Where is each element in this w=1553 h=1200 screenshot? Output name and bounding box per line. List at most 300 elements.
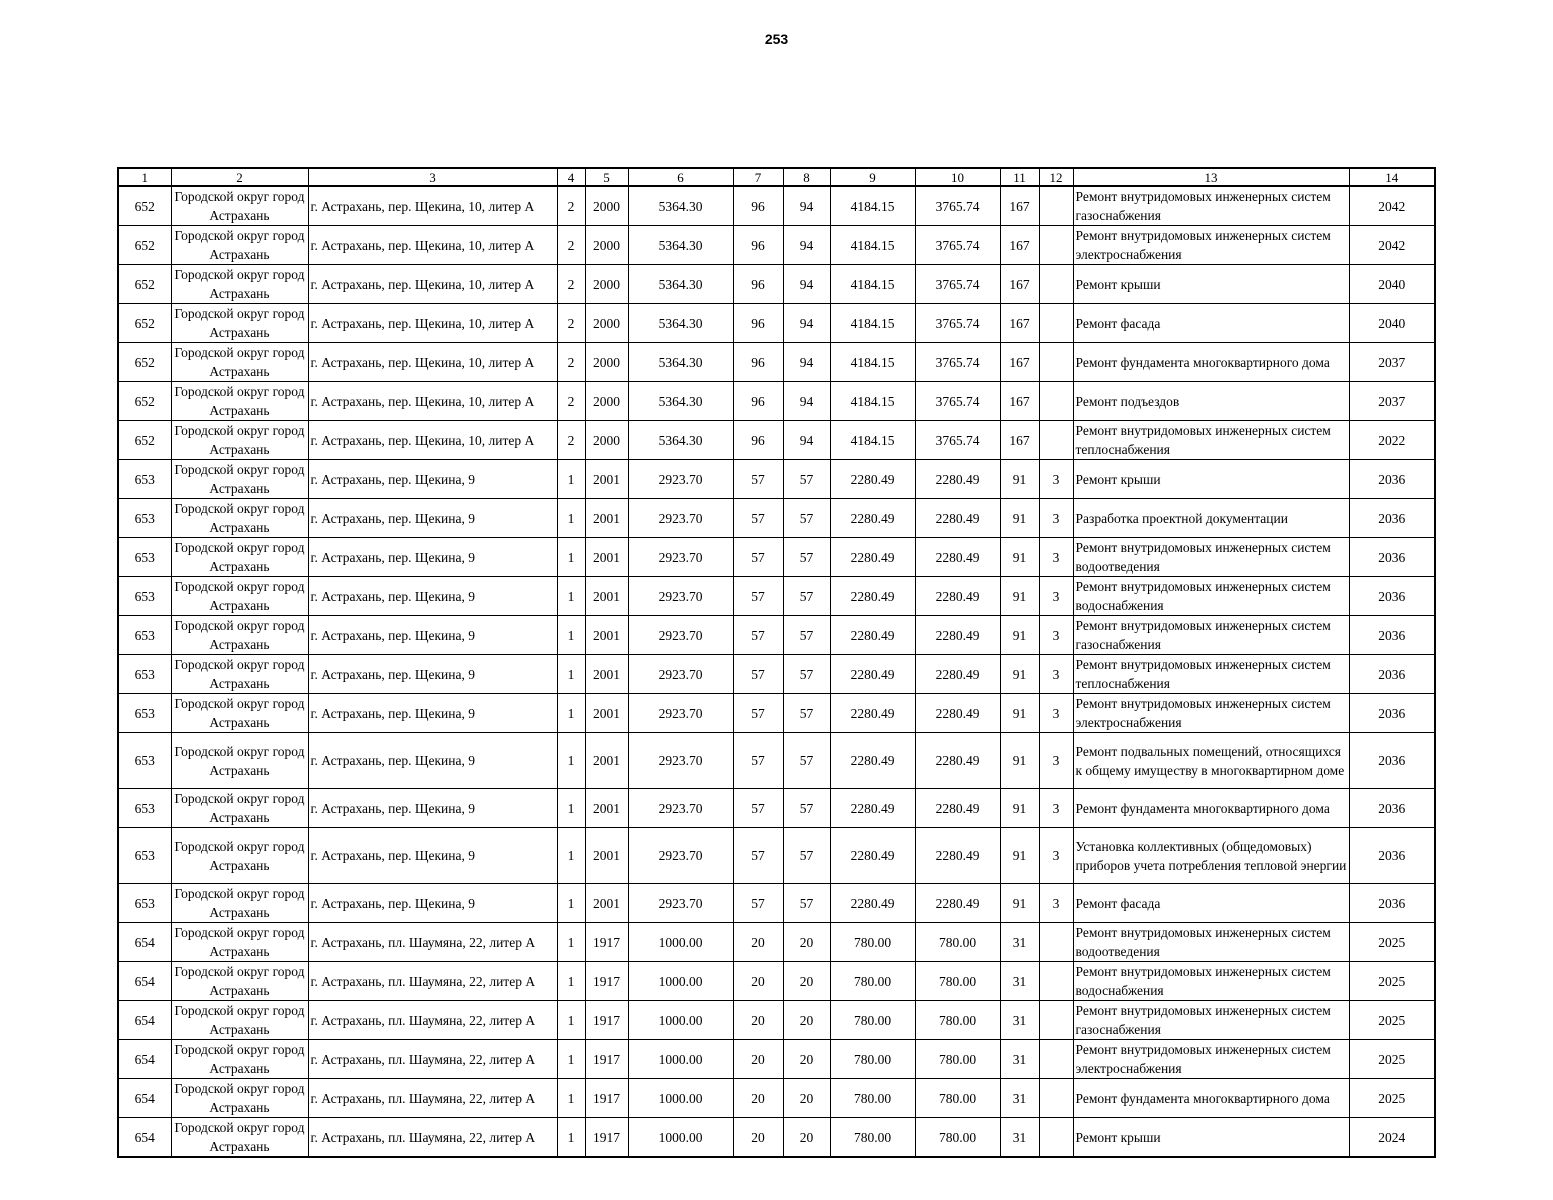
cell-year-built: 2001 — [585, 460, 628, 499]
cell-total-area: 1000.00 — [628, 1040, 733, 1079]
table-row — [118, 1001, 1435, 1040]
cell-floors: 1 — [557, 499, 585, 538]
cell-row-number: 654 — [118, 1001, 171, 1040]
cell-col-8-value: 57 — [783, 789, 830, 828]
cell-col-7-value: 57 — [733, 828, 783, 884]
cell-col-12-value — [1039, 186, 1073, 226]
cell-col-8-value: 57 — [783, 577, 830, 616]
cell-row-number: 652 — [118, 265, 171, 304]
cell-row-number: 653 — [118, 538, 171, 577]
cell-row-number: 653 — [118, 577, 171, 616]
cell-work-type: Ремонт внутридомовых инженерных систем электроснабжения — [1073, 694, 1349, 733]
cell-col-10-value: 780.00 — [915, 962, 1000, 1001]
cell-work-type: Ремонт внутридомовых инженерных систем водоотведения — [1073, 923, 1349, 962]
table-row — [118, 460, 1435, 499]
column-header-4: 4 — [557, 168, 585, 186]
cell-municipality: Городской округ город Астрахань — [171, 733, 308, 789]
column-header-5: 5 — [585, 168, 628, 186]
column-header-10: 10 — [915, 168, 1000, 186]
cell-year-built: 2001 — [585, 538, 628, 577]
table-row — [118, 616, 1435, 655]
column-header-12: 12 — [1039, 168, 1073, 186]
table-row — [118, 265, 1435, 304]
cell-col-9-value: 2280.49 — [830, 655, 915, 694]
cell-col-7-value: 96 — [733, 265, 783, 304]
cell-year-built: 1917 — [585, 1040, 628, 1079]
cell-col-8-value: 94 — [783, 304, 830, 343]
cell-col-7-value: 57 — [733, 694, 783, 733]
table-header — [118, 168, 1435, 186]
cell-col-12-value: 3 — [1039, 789, 1073, 828]
cell-col-10-value: 780.00 — [915, 1001, 1000, 1040]
cell-work-type: Ремонт внутридомовых инженерных систем водоотведения — [1073, 538, 1349, 577]
cell-floors: 1 — [557, 1040, 585, 1079]
cell-planned-year: 2024 — [1349, 1118, 1435, 1158]
table-row — [118, 577, 1435, 616]
cell-col-8-value: 94 — [783, 226, 830, 265]
cell-floors: 1 — [557, 828, 585, 884]
cell-residents: 91 — [1000, 655, 1039, 694]
cell-planned-year: 2037 — [1349, 343, 1435, 382]
cell-col-8-value: 20 — [783, 1001, 830, 1040]
cell-col-9-value: 2280.49 — [830, 538, 915, 577]
cell-floors: 1 — [557, 616, 585, 655]
cell-col-12-value: 3 — [1039, 694, 1073, 733]
cell-residents: 91 — [1000, 733, 1039, 789]
cell-row-number: 653 — [118, 655, 171, 694]
cell-col-12-value: 3 — [1039, 655, 1073, 694]
cell-year-built: 2001 — [585, 499, 628, 538]
cell-col-12-value — [1039, 1001, 1073, 1040]
header-row — [118, 168, 1435, 186]
cell-floors: 1 — [557, 1118, 585, 1158]
cell-floors: 1 — [557, 884, 585, 923]
table-row — [118, 884, 1435, 923]
cell-col-12-value: 3 — [1039, 460, 1073, 499]
cell-floors: 1 — [557, 538, 585, 577]
cell-floors: 2 — [557, 265, 585, 304]
cell-year-built: 2000 — [585, 304, 628, 343]
column-header-14: 14 — [1349, 168, 1435, 186]
table-row — [118, 304, 1435, 343]
cell-col-9-value: 780.00 — [830, 1079, 915, 1118]
table-row — [118, 499, 1435, 538]
cell-col-12-value — [1039, 1040, 1073, 1079]
cell-work-type: Ремонт внутридомовых инженерных систем водоснабжения — [1073, 577, 1349, 616]
cell-residents: 91 — [1000, 538, 1039, 577]
cell-col-10-value: 780.00 — [915, 1079, 1000, 1118]
cell-year-built: 2001 — [585, 616, 628, 655]
cell-municipality: Городской округ город Астрахань — [171, 304, 308, 343]
cell-total-area: 2923.70 — [628, 616, 733, 655]
cell-row-number: 653 — [118, 499, 171, 538]
cell-col-9-value: 4184.15 — [830, 265, 915, 304]
cell-work-type: Ремонт внутридомовых инженерных систем электроснабжения — [1073, 1040, 1349, 1079]
cell-total-area: 5364.30 — [628, 304, 733, 343]
cell-floors: 1 — [557, 460, 585, 499]
cell-work-type: Ремонт крыши — [1073, 265, 1349, 304]
cell-floors: 2 — [557, 421, 585, 460]
cell-address: г. Астрахань, пер. Щекина, 9 — [308, 538, 557, 577]
cell-row-number: 654 — [118, 1040, 171, 1079]
column-header-3: 3 — [308, 168, 557, 186]
cell-row-number: 652 — [118, 421, 171, 460]
cell-address: г. Астрахань, пер. Щекина, 9 — [308, 884, 557, 923]
cell-col-7-value: 96 — [733, 382, 783, 421]
cell-municipality: Городской округ город Астрахань — [171, 343, 308, 382]
cell-residents: 167 — [1000, 421, 1039, 460]
cell-col-12-value: 3 — [1039, 828, 1073, 884]
cell-address: г. Астрахань, пер. Щекина, 10, литер А — [308, 343, 557, 382]
cell-col-8-value: 94 — [783, 421, 830, 460]
cell-work-type: Ремонт фундамента многоквартирного дома — [1073, 343, 1349, 382]
cell-col-10-value: 3765.74 — [915, 186, 1000, 226]
cell-municipality: Городской округ город Астрахань — [171, 1040, 308, 1079]
cell-municipality: Городской округ город Астрахань — [171, 421, 308, 460]
cell-year-built: 2000 — [585, 382, 628, 421]
cell-year-built: 1917 — [585, 962, 628, 1001]
page-number: 253 — [764, 31, 789, 47]
cell-col-9-value: 2280.49 — [830, 733, 915, 789]
cell-col-10-value: 2280.49 — [915, 460, 1000, 499]
cell-planned-year: 2040 — [1349, 304, 1435, 343]
cell-row-number: 654 — [118, 923, 171, 962]
cell-planned-year: 2036 — [1349, 655, 1435, 694]
cell-address: г. Астрахань, пл. Шаумяна, 22, литер А — [308, 1079, 557, 1118]
cell-residents: 91 — [1000, 460, 1039, 499]
table-row — [118, 226, 1435, 265]
cell-col-12-value — [1039, 1118, 1073, 1158]
cell-col-10-value: 2280.49 — [915, 538, 1000, 577]
cell-total-area: 1000.00 — [628, 923, 733, 962]
cell-col-8-value: 94 — [783, 186, 830, 226]
cell-total-area: 2923.70 — [628, 733, 733, 789]
cell-address: г. Астрахань, пл. Шаумяна, 22, литер А — [308, 1001, 557, 1040]
cell-col-8-value: 94 — [783, 382, 830, 421]
cell-col-7-value: 57 — [733, 577, 783, 616]
cell-residents: 91 — [1000, 884, 1039, 923]
cell-year-built: 2001 — [585, 577, 628, 616]
cell-floors: 1 — [557, 577, 585, 616]
cell-col-7-value: 96 — [733, 226, 783, 265]
column-header-9: 9 — [830, 168, 915, 186]
cell-col-12-value — [1039, 382, 1073, 421]
cell-col-9-value: 780.00 — [830, 1118, 915, 1158]
cell-total-area: 2923.70 — [628, 828, 733, 884]
cell-work-type: Ремонт внутридомовых инженерных систем газоснабжения — [1073, 1001, 1349, 1040]
cell-residents: 91 — [1000, 577, 1039, 616]
cell-col-9-value: 2280.49 — [830, 884, 915, 923]
cell-col-7-value: 20 — [733, 1118, 783, 1158]
cell-residents: 91 — [1000, 616, 1039, 655]
registry-table — [117, 167, 1436, 1158]
cell-work-type: Разработка проектной документации — [1073, 499, 1349, 538]
cell-col-10-value: 2280.49 — [915, 655, 1000, 694]
cell-municipality: Городской округ город Астрахань — [171, 884, 308, 923]
cell-col-8-value: 57 — [783, 733, 830, 789]
cell-col-7-value: 57 — [733, 460, 783, 499]
cell-row-number: 654 — [118, 962, 171, 1001]
cell-col-9-value: 4184.15 — [830, 186, 915, 226]
cell-year-built: 1917 — [585, 1079, 628, 1118]
cell-municipality: Городской округ город Астрахань — [171, 655, 308, 694]
table-row — [118, 343, 1435, 382]
cell-municipality: Городской округ город Астрахань — [171, 382, 308, 421]
cell-floors: 2 — [557, 382, 585, 421]
cell-col-7-value: 20 — [733, 1001, 783, 1040]
cell-year-built: 2001 — [585, 694, 628, 733]
cell-year-built: 2000 — [585, 343, 628, 382]
cell-row-number: 652 — [118, 382, 171, 421]
cell-municipality: Городской округ город Астрахань — [171, 923, 308, 962]
cell-residents: 167 — [1000, 343, 1039, 382]
cell-total-area: 5364.30 — [628, 226, 733, 265]
cell-row-number: 653 — [118, 884, 171, 923]
cell-col-12-value — [1039, 226, 1073, 265]
cell-municipality: Городской округ город Астрахань — [171, 226, 308, 265]
table-row — [118, 923, 1435, 962]
cell-address: г. Астрахань, пер. Щекина, 9 — [308, 460, 557, 499]
cell-col-8-value: 20 — [783, 1118, 830, 1158]
cell-municipality: Городской округ город Астрахань — [171, 186, 308, 226]
cell-total-area: 5364.30 — [628, 421, 733, 460]
cell-total-area: 5364.30 — [628, 186, 733, 226]
cell-col-7-value: 57 — [733, 655, 783, 694]
cell-col-7-value: 57 — [733, 733, 783, 789]
cell-planned-year: 2036 — [1349, 789, 1435, 828]
column-header-13: 13 — [1073, 168, 1349, 186]
cell-col-12-value: 3 — [1039, 616, 1073, 655]
cell-col-12-value: 3 — [1039, 577, 1073, 616]
cell-work-type: Ремонт крыши — [1073, 460, 1349, 499]
cell-planned-year: 2036 — [1349, 577, 1435, 616]
cell-address: г. Астрахань, пер. Щекина, 9 — [308, 828, 557, 884]
cell-address: г. Астрахань, пер. Щекина, 10, литер А — [308, 226, 557, 265]
cell-year-built: 2000 — [585, 186, 628, 226]
table-row — [118, 538, 1435, 577]
cell-year-built: 2001 — [585, 884, 628, 923]
cell-year-built: 2001 — [585, 655, 628, 694]
cell-address: г. Астрахань, пер. Щекина, 9 — [308, 733, 557, 789]
cell-row-number: 653 — [118, 828, 171, 884]
cell-col-7-value: 57 — [733, 499, 783, 538]
column-header-6: 6 — [628, 168, 733, 186]
cell-planned-year: 2022 — [1349, 421, 1435, 460]
cell-planned-year: 2025 — [1349, 962, 1435, 1001]
cell-residents: 31 — [1000, 1040, 1039, 1079]
cell-work-type: Ремонт внутридомовых инженерных систем водоснабжения — [1073, 962, 1349, 1001]
cell-municipality: Городской округ город Астрахань — [171, 789, 308, 828]
cell-col-12-value — [1039, 343, 1073, 382]
cell-address: г. Астрахань, пл. Шаумяна, 22, литер А — [308, 962, 557, 1001]
cell-col-12-value — [1039, 962, 1073, 1001]
cell-total-area: 1000.00 — [628, 1001, 733, 1040]
table-row — [118, 1040, 1435, 1079]
cell-col-8-value: 57 — [783, 616, 830, 655]
cell-col-10-value: 2280.49 — [915, 789, 1000, 828]
cell-work-type: Ремонт фундамента многоквартирного дома — [1073, 1079, 1349, 1118]
cell-address: г. Астрахань, пер. Щекина, 9 — [308, 499, 557, 538]
cell-col-9-value: 2280.49 — [830, 616, 915, 655]
cell-floors: 1 — [557, 1001, 585, 1040]
cell-col-12-value: 3 — [1039, 733, 1073, 789]
cell-residents: 91 — [1000, 789, 1039, 828]
cell-col-8-value: 57 — [783, 694, 830, 733]
cell-residents: 167 — [1000, 186, 1039, 226]
cell-row-number: 652 — [118, 186, 171, 226]
cell-col-10-value: 2280.49 — [915, 577, 1000, 616]
cell-floors: 1 — [557, 789, 585, 828]
cell-row-number: 654 — [118, 1079, 171, 1118]
cell-col-8-value: 20 — [783, 923, 830, 962]
cell-residents: 167 — [1000, 265, 1039, 304]
cell-row-number: 652 — [118, 343, 171, 382]
cell-address: г. Астрахань, пер. Щекина, 10, литер А — [308, 421, 557, 460]
cell-work-type: Ремонт фасада — [1073, 884, 1349, 923]
cell-planned-year: 2025 — [1349, 1040, 1435, 1079]
cell-col-10-value: 2280.49 — [915, 884, 1000, 923]
cell-row-number: 652 — [118, 226, 171, 265]
cell-municipality: Городской округ город Астрахань — [171, 538, 308, 577]
cell-work-type: Ремонт фасада — [1073, 304, 1349, 343]
cell-year-built: 2000 — [585, 226, 628, 265]
cell-residents: 91 — [1000, 828, 1039, 884]
cell-col-9-value: 4184.15 — [830, 421, 915, 460]
cell-col-8-value: 57 — [783, 460, 830, 499]
cell-planned-year: 2025 — [1349, 923, 1435, 962]
cell-municipality: Городской округ город Астрахань — [171, 499, 308, 538]
cell-col-9-value: 4184.15 — [830, 382, 915, 421]
cell-municipality: Городской округ город Астрахань — [171, 1079, 308, 1118]
cell-col-10-value: 3765.74 — [915, 343, 1000, 382]
cell-col-7-value: 57 — [733, 616, 783, 655]
cell-col-7-value: 20 — [733, 1040, 783, 1079]
cell-col-10-value: 3765.74 — [915, 421, 1000, 460]
cell-col-10-value: 780.00 — [915, 1118, 1000, 1158]
cell-address: г. Астрахань, пер. Щекина, 9 — [308, 577, 557, 616]
cell-total-area: 5364.30 — [628, 265, 733, 304]
cell-row-number: 652 — [118, 304, 171, 343]
cell-floors: 2 — [557, 343, 585, 382]
cell-col-9-value: 4184.15 — [830, 304, 915, 343]
cell-col-7-value: 20 — [733, 962, 783, 1001]
cell-col-7-value: 20 — [733, 1079, 783, 1118]
cell-col-8-value: 20 — [783, 1040, 830, 1079]
cell-row-number: 653 — [118, 789, 171, 828]
cell-work-type: Ремонт подвальных помещений, относящихся к общему имуществу в многоквартирном доме — [1073, 733, 1349, 789]
cell-floors: 1 — [557, 655, 585, 694]
cell-total-area: 2923.70 — [628, 694, 733, 733]
cell-year-built: 2001 — [585, 789, 628, 828]
cell-col-9-value: 2280.49 — [830, 460, 915, 499]
cell-planned-year: 2042 — [1349, 226, 1435, 265]
column-header-7: 7 — [733, 168, 783, 186]
cell-year-built: 2001 — [585, 828, 628, 884]
cell-col-8-value: 57 — [783, 499, 830, 538]
cell-col-7-value: 96 — [733, 421, 783, 460]
cell-col-10-value: 3765.74 — [915, 226, 1000, 265]
cell-municipality: Городской округ город Астрахань — [171, 1118, 308, 1158]
cell-planned-year: 2036 — [1349, 499, 1435, 538]
table-row — [118, 694, 1435, 733]
cell-address: г. Астрахань, пл. Шаумяна, 22, литер А — [308, 1040, 557, 1079]
cell-col-12-value: 3 — [1039, 538, 1073, 577]
cell-col-8-value: 20 — [783, 1079, 830, 1118]
cell-row-number: 653 — [118, 460, 171, 499]
cell-residents: 31 — [1000, 1079, 1039, 1118]
cell-total-area: 1000.00 — [628, 1079, 733, 1118]
cell-planned-year: 2036 — [1349, 694, 1435, 733]
cell-address: г. Астрахань, пер. Щекина, 10, литер А — [308, 186, 557, 226]
cell-floors: 2 — [557, 304, 585, 343]
cell-col-9-value: 2280.49 — [830, 499, 915, 538]
cell-year-built: 2001 — [585, 733, 628, 789]
cell-work-type: Ремонт внутридомовых инженерных систем электроснабжения — [1073, 226, 1349, 265]
cell-col-12-value — [1039, 304, 1073, 343]
table-row — [118, 962, 1435, 1001]
cell-residents: 167 — [1000, 382, 1039, 421]
cell-col-9-value: 780.00 — [830, 1040, 915, 1079]
cell-col-8-value: 57 — [783, 538, 830, 577]
cell-work-type: Ремонт внутридомовых инженерных систем газоснабжения — [1073, 616, 1349, 655]
cell-address: г. Астрахань, пл. Шаумяна, 22, литер А — [308, 1118, 557, 1158]
cell-floors: 1 — [557, 1079, 585, 1118]
cell-address: г. Астрахань, пер. Щекина, 9 — [308, 694, 557, 733]
cell-col-12-value — [1039, 923, 1073, 962]
cell-work-type: Ремонт фундамента многоквартирного дома — [1073, 789, 1349, 828]
cell-planned-year: 2036 — [1349, 460, 1435, 499]
cell-residents: 167 — [1000, 226, 1039, 265]
cell-floors: 1 — [557, 733, 585, 789]
cell-col-9-value: 780.00 — [830, 1001, 915, 1040]
table-row — [118, 789, 1435, 828]
cell-residents: 167 — [1000, 304, 1039, 343]
cell-year-built: 2000 — [585, 265, 628, 304]
cell-total-area: 2923.70 — [628, 499, 733, 538]
cell-total-area: 2923.70 — [628, 655, 733, 694]
cell-planned-year: 2036 — [1349, 616, 1435, 655]
cell-floors: 1 — [557, 923, 585, 962]
column-header-2: 2 — [171, 168, 308, 186]
table-row — [118, 733, 1435, 789]
cell-total-area: 5364.30 — [628, 343, 733, 382]
cell-year-built: 1917 — [585, 1118, 628, 1158]
cell-col-8-value: 94 — [783, 343, 830, 382]
column-header-11: 11 — [1000, 168, 1039, 186]
cell-total-area: 2923.70 — [628, 884, 733, 923]
cell-col-9-value: 780.00 — [830, 923, 915, 962]
cell-planned-year: 2036 — [1349, 884, 1435, 923]
table-row — [118, 655, 1435, 694]
cell-work-type: Ремонт крыши — [1073, 1118, 1349, 1158]
cell-col-10-value: 780.00 — [915, 1040, 1000, 1079]
cell-municipality: Городской округ город Астрахань — [171, 962, 308, 1001]
cell-col-7-value: 96 — [733, 343, 783, 382]
cell-planned-year: 2040 — [1349, 265, 1435, 304]
cell-floors: 2 — [557, 186, 585, 226]
cell-year-built: 1917 — [585, 1001, 628, 1040]
cell-municipality: Городской округ город Астрахань — [171, 828, 308, 884]
cell-col-9-value: 4184.15 — [830, 226, 915, 265]
cell-address: г. Астрахань, пер. Щекина, 9 — [308, 789, 557, 828]
cell-address: г. Астрахань, пер. Щекина, 9 — [308, 655, 557, 694]
cell-work-type: Установка коллективных (общедомовых) приборов учета потребления тепловой энергии — [1073, 828, 1349, 884]
cell-planned-year: 2036 — [1349, 538, 1435, 577]
cell-floors: 1 — [557, 962, 585, 1001]
table-row — [118, 186, 1435, 226]
cell-row-number: 653 — [118, 733, 171, 789]
cell-col-9-value: 2280.49 — [830, 828, 915, 884]
